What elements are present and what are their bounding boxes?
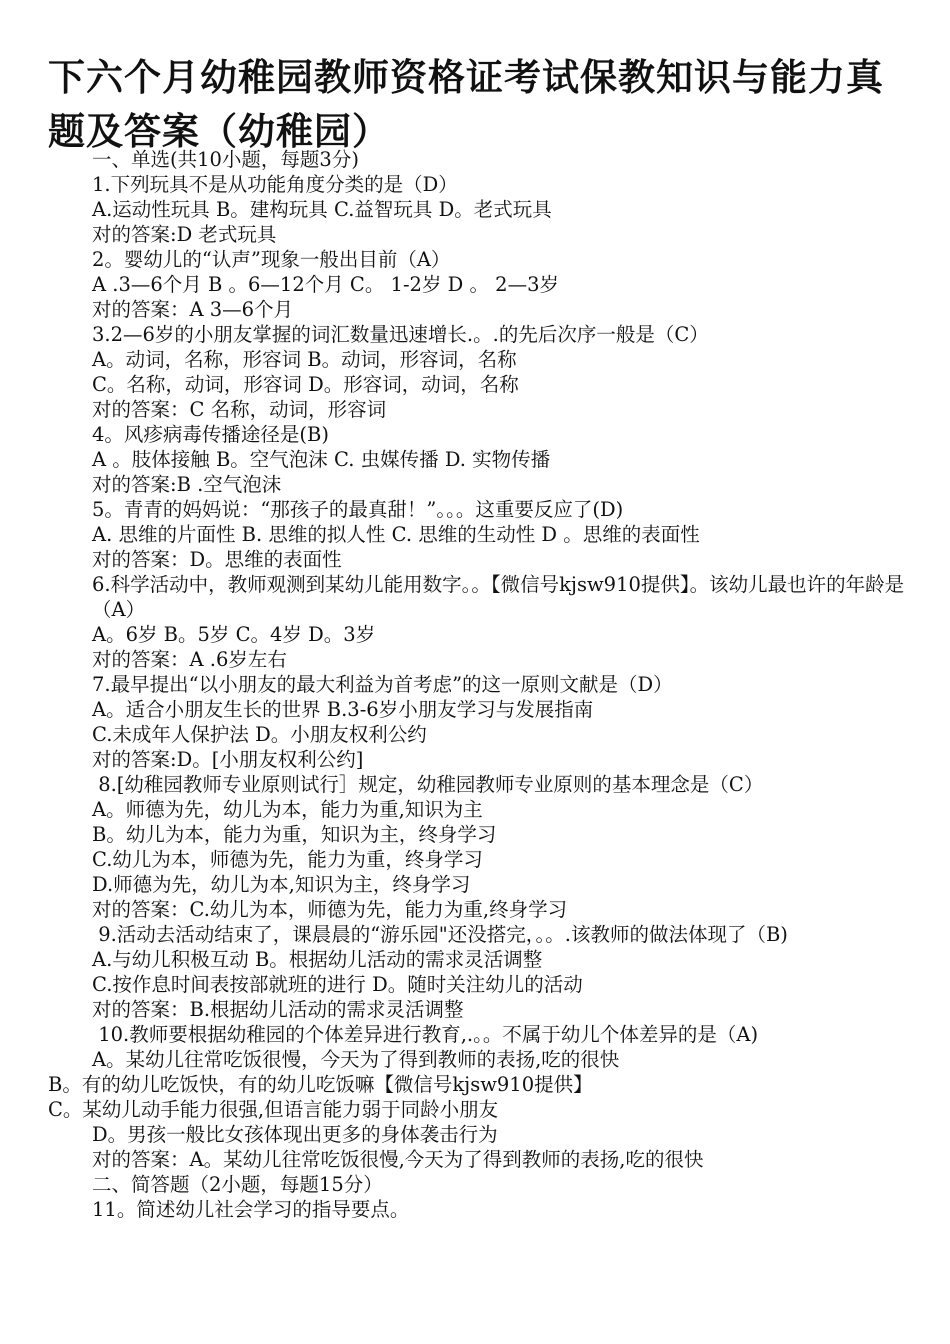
text-line: 3.2—6岁的小朋友掌握的词汇数量迅速增长.。.的先后次序一般是（C） — [92, 323, 709, 346]
text-line: 9.活动去活动结束了，课晨晨的“游乐园"还没搭完，。。.该教师的做法体现了（B) — [92, 923, 788, 946]
text-line: 6.科学活动中，教师观测到某幼儿能用数字。。【微信号kjsw910提供】。该幼儿最也许的年龄是（A） — [92, 573, 905, 621]
text-line: A。某幼儿往常吃饭很慢，今天为了得到教师的表扬,吃的很快 — [92, 1048, 620, 1071]
document-body — [48, 147, 918, 1222]
text-line: A.与幼儿积极互动 B。根据幼儿活动的需求灵活调整 — [92, 948, 543, 971]
document-title: 下六个月幼稚园教师资格证考试保教知识与能力真题及答案（幼稚园） — [48, 55, 884, 153]
text-line: 7.最早提出“以小朋友的最大利益为首考虑”的这一原则文献是（D） — [92, 673, 673, 696]
text-line: C.未成年人保护法 D。小朋友权利公约 — [92, 723, 427, 746]
text-line: A。动词，名称，形容词 B。动词，形容词，名称 — [92, 348, 517, 371]
text-line: 对的答案：D。思维的表面性 — [92, 548, 342, 571]
text-line: A 。肢体接触 B。空气泡沫 C. 虫媒传播 D. 实物传播 — [92, 448, 551, 471]
text-line: A .3—6个月 B 。6—12个月 C。 1-2岁 D 。 2—3岁 — [92, 273, 560, 296]
text-line: 1.下列玩具不是从功能角度分类的是（D） — [92, 173, 458, 196]
text-line: 4。风疹病毒传播途径是(B) — [92, 423, 329, 446]
text-line: 对的答案：A。某幼儿往常吃饭很慢,今天为了得到教师的表扬,吃的很快 — [92, 1148, 704, 1171]
text-line: B。幼儿为本，能力为重，知识为主，终身学习 — [92, 823, 497, 846]
text-line: 11。简述幼儿社会学习的指导要点。 — [92, 1198, 410, 1221]
text-line: 对的答案：A 3—6个月 — [92, 298, 294, 321]
text-line: B。有的幼儿吃饭快，有的幼儿吃饭嘛【微信号kjsw910提供】 — [48, 1073, 593, 1096]
text-line: A. 思维的片面性 B. 思维的拟人性 C. 思维的生动性 D 。思维的表面性 — [92, 523, 700, 546]
text-line: A。6岁 B。5岁 C。4岁 D。3岁 — [92, 623, 376, 646]
text-line: C。某幼儿动手能力很强,但语言能力弱于同龄小朋友 — [48, 1098, 499, 1121]
text-line: 8.[幼稚园教师专业原则试行］规定，幼稚园教师专业原则的基本理念是（C） — [92, 773, 764, 796]
text-line: 2。婴幼儿的“认声”现象一般出目前（A） — [92, 248, 451, 271]
text-line: 对的答案：C.幼儿为本，师德为先，能力为重,终身学习 — [92, 898, 568, 921]
text-line: C。名称，动词，形容词 D。形容词，动词，名称 — [92, 373, 519, 396]
text-line: 二、简答题（2小题，每题15分） — [92, 1173, 383, 1196]
text-line: 对的答案:B .空气泡沫 — [92, 473, 282, 496]
text-line: D.师德为先，幼儿为本,知识为主，终身学习 — [92, 873, 471, 896]
text-line: 对的答案：C 名称，动词，形容词 — [92, 398, 387, 421]
text-line: 对的答案:D。[小朋友权利公约] — [92, 748, 364, 771]
text-line: C.幼儿为本，师德为先，能力为重，终身学习 — [92, 848, 483, 871]
text-line: D。男孩一般比女孩体现出更多的身体袭击行为 — [92, 1123, 498, 1146]
text-line: A.运动性玩具 B。建构玩具 C.益智玩具 D。老式玩具 — [92, 198, 552, 221]
text-line: 5。青青的妈妈说：“那孩子的最真甜！”。。。这重要反应了(D) — [92, 498, 624, 521]
text-line: A。适合小朋友生长的世界 B.3-6岁小朋友学习与发展指南 — [92, 698, 594, 721]
text-line: 对的答案：B.根据幼儿活动的需求灵活调整 — [92, 998, 464, 1021]
text-line: 对的答案:D 老式玩具 — [92, 223, 277, 246]
text-line: C.按作息时间表按部就班的进行 D。随时关注幼儿的活动 — [92, 973, 583, 996]
text-line: 对的答案：A .6岁左右 — [92, 648, 287, 671]
text-line: 一、单选(共10小题，每题3分) — [92, 148, 359, 171]
text-line: 10.教师要根据幼稚园的个体差异进行教育,.。。不属于幼儿个体差异的是（A) — [92, 1023, 759, 1046]
text-line: A。师德为先，幼儿为本，能力为重,知识为主 — [92, 798, 483, 821]
